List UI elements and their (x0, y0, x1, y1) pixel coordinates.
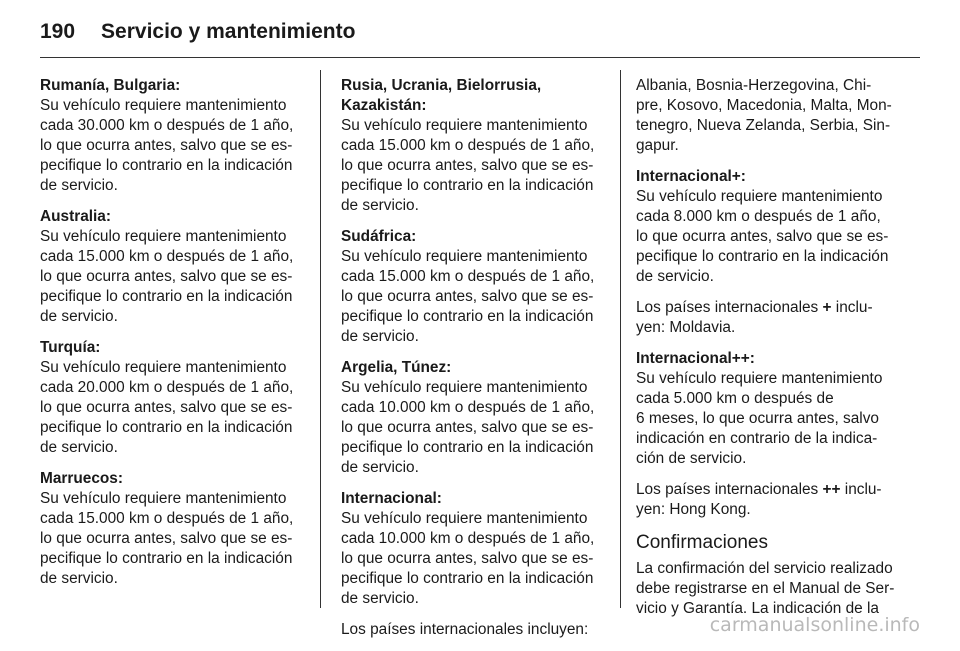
body-line: cada 10.000 km o después de 1 año, (341, 530, 595, 547)
body-line: debe registrarse en el Manual de Ser- (636, 580, 895, 597)
body-line: pecifique lo contrario en la indicación (40, 419, 293, 436)
country-note (636, 480, 902, 520)
page-title: Servicio y mantenimiento (101, 20, 356, 43)
body-line: gapur. (636, 137, 679, 154)
body-line: yen: Hong Kong. (636, 501, 751, 518)
body-line: cada 30.000 km o después de 1 año, (40, 117, 294, 134)
body-line: Su vehículo requiere mantenimiento (341, 379, 588, 396)
body-line: Su vehículo requiere mantenimiento (341, 117, 588, 134)
body-line: lo que ocurra antes, salvo que se es- (40, 530, 293, 547)
region-heading: Internacional+: (636, 168, 746, 185)
body-line: La confirmación del servicio realizado (636, 560, 893, 577)
body-line: de servicio. (40, 439, 118, 456)
note-text: Los países internacionales (636, 481, 823, 498)
column-1 (40, 76, 306, 600)
body-line: ción de servicio. (636, 450, 747, 467)
body-line: de servicio. (341, 459, 419, 476)
body-line: pecifique lo contrario en la indicación (40, 550, 293, 567)
body-line: Su vehículo requiere mantenimiento (40, 359, 287, 376)
region-heading: Argelia, Túnez: (341, 359, 452, 376)
body-line: cada 15.000 km o después de 1 año, (40, 248, 294, 265)
body-line: de servicio. (341, 328, 419, 345)
region-entry (341, 227, 607, 347)
region-entry (40, 76, 306, 196)
body-line: de servicio. (40, 177, 118, 194)
body-line: de servicio. (40, 570, 118, 587)
region-heading: Marruecos: (40, 470, 123, 487)
column-2 (341, 76, 607, 651)
body-line: Su vehículo requiere mantenimiento (341, 248, 588, 265)
body-line: cada 20.000 km o después de 1 año, (40, 379, 294, 396)
body-line: cada 8.000 km o después de 1 año, (636, 208, 881, 225)
body-line: pre, Kosovo, Macedonia, Malta, Mon- (636, 97, 892, 114)
region-entry (40, 207, 306, 327)
note-symbol: ++ (822, 481, 841, 498)
body-line: 6 meses, lo que ocurra antes, salvo (636, 410, 879, 427)
body-line: de servicio. (341, 590, 419, 607)
body-line: cada 15.000 km o después de 1 año, (40, 510, 294, 527)
body-line: lo que ocurra antes, salvo que se es- (40, 137, 293, 154)
body-line: lo que ocurra antes, salvo que se es- (341, 157, 594, 174)
body-line: cada 10.000 km o después de 1 año, (341, 399, 595, 416)
body-line: lo que ocurra antes, salvo que se es- (341, 419, 594, 436)
body-line: Su vehículo requiere mantenimiento (636, 370, 883, 387)
region-heading: Sudáfrica: (341, 228, 417, 245)
country-note (636, 298, 902, 338)
region-heading: Australia: (40, 208, 111, 225)
body-line: pecifique lo contrario en la indicación (341, 439, 594, 456)
body-line: Albania, Bosnia-Herzegovina, Chi- (636, 77, 872, 94)
body-line: cada 15.000 km o después de 1 año, (341, 268, 595, 285)
column-divider (320, 70, 321, 608)
body-line: pecifique lo contrario en la indicación (636, 248, 889, 265)
body-line: pecifique lo contrario en la indicación (40, 288, 293, 305)
body-line: pecifique lo contrario en la indicación (341, 308, 594, 325)
body-line: lo que ocurra antes, salvo que se es- (40, 268, 293, 285)
body-line: indicación en contrario de la indica- (636, 430, 878, 447)
body-line: pecifique lo contrario en la indicación (341, 177, 594, 194)
page-number: 190 (40, 20, 76, 43)
body-line: lo que ocurra antes, salvo que se es- (636, 228, 889, 245)
note-text: inclu- (840, 481, 882, 498)
body-line: lo que ocurra antes, salvo que se es- (40, 399, 293, 416)
body-line: de servicio. (341, 197, 419, 214)
body-line: de servicio. (636, 268, 714, 285)
region-heading: Internacional++: (636, 350, 755, 367)
region-entry (341, 620, 607, 640)
body-line: pecifique lo contrario en la indicación (40, 157, 293, 174)
note-text: inclu- (831, 299, 873, 316)
body-line: cada 5.000 km o después de (636, 390, 834, 407)
country-list (636, 76, 902, 156)
region-heading: Turquía: (40, 339, 101, 356)
region-heading: Rusia, Ucrania, Bielorrusia, Kazakistán: (341, 77, 542, 114)
region-entry (341, 489, 607, 609)
body-line: cada 15.000 km o después de 1 año, (341, 137, 595, 154)
region-entry (636, 167, 902, 287)
body-line: Su vehículo requiere mantenimiento (40, 228, 287, 245)
region-entry (341, 358, 607, 478)
page-header (40, 12, 355, 52)
watermark: carmanualsonline.info (709, 614, 920, 636)
body-line: Su vehículo requiere mantenimiento (341, 510, 588, 527)
note-text: Los países internacionales (636, 299, 823, 316)
column-3 (636, 76, 902, 619)
region-heading: Rumanía, Bulgaria: (40, 77, 181, 94)
note-symbol: + (822, 299, 832, 316)
body-line: Su vehículo requiere mantenimiento (40, 490, 287, 507)
body-line: yen: Moldavia. (636, 319, 736, 336)
region-heading: Internacional: (341, 490, 442, 507)
column-divider (620, 70, 621, 608)
body-line: de servicio. (40, 308, 118, 325)
section-body (636, 559, 902, 619)
body-line: lo que ocurra antes, salvo que se es- (341, 288, 594, 305)
body-line: Su vehículo requiere mantenimiento (40, 97, 287, 114)
region-entry (341, 76, 607, 216)
body-line: Su vehículo requiere mantenimiento (636, 188, 883, 205)
body-line: lo que ocurra antes, salvo que se es- (341, 550, 594, 567)
region-entry (636, 349, 902, 469)
body-line: tenegro, Nueva Zelanda, Serbia, Sin- (636, 117, 891, 134)
body-line: pecifique lo contrario en la indicación (341, 570, 594, 587)
body-line: Los países internacionales incluyen: (341, 621, 589, 638)
body-line: vicio y Garantía. La indicación de la (636, 600, 879, 617)
header-divider (40, 57, 920, 58)
section-heading: Confirmaciones (636, 532, 768, 553)
region-entry (40, 469, 306, 589)
region-entry (40, 338, 306, 458)
